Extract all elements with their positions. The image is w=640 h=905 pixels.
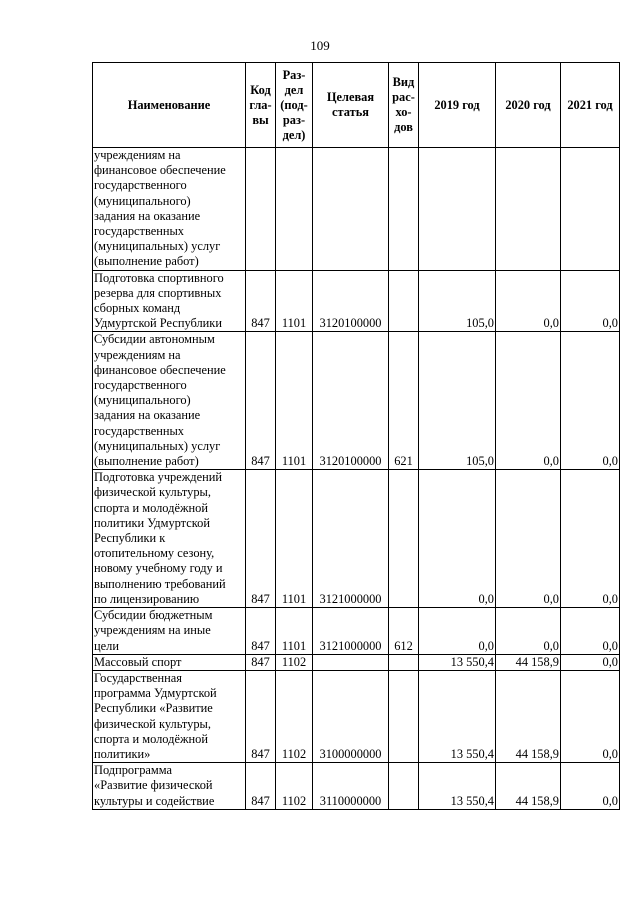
cell-vid bbox=[389, 148, 419, 271]
cell-razdel: 1101 bbox=[276, 470, 313, 608]
cell-razdel: 1101 bbox=[276, 332, 313, 470]
cell-vid: 621 bbox=[389, 332, 419, 470]
cell-razdel: 1102 bbox=[276, 654, 313, 670]
cell-2021: 0,0 bbox=[561, 670, 620, 762]
cell-vid bbox=[389, 270, 419, 332]
header-2021 bbox=[561, 63, 620, 148]
cell-2021 bbox=[561, 148, 620, 271]
header-row bbox=[93, 63, 620, 148]
cell-vid bbox=[389, 470, 419, 608]
cell-2021: 0,0 bbox=[561, 332, 620, 470]
cell-csr bbox=[313, 654, 389, 670]
table-row bbox=[93, 332, 620, 470]
cell-vid bbox=[389, 763, 419, 810]
cell-code: 847 bbox=[246, 763, 276, 810]
header-name-label: Наименование bbox=[127, 97, 211, 112]
cell-code bbox=[246, 148, 276, 271]
table-row bbox=[93, 470, 620, 608]
cell-2019: 13 550,4 bbox=[419, 763, 496, 810]
cell-code: 847 bbox=[246, 670, 276, 762]
cell-razdel: 1101 bbox=[276, 270, 313, 332]
cell-2021: 0,0 bbox=[561, 763, 620, 810]
cell-code: 847 bbox=[246, 270, 276, 332]
cell-code: 847 bbox=[246, 332, 276, 470]
cell-name: Субсидии бюджетным учреждениям на иные цели bbox=[93, 608, 246, 655]
cell-2019 bbox=[419, 148, 496, 271]
cell-2020: 0,0 bbox=[496, 270, 561, 332]
header-razdel bbox=[276, 63, 313, 148]
cell-razdel: 1102 bbox=[276, 763, 313, 810]
header-name bbox=[93, 63, 246, 148]
cell-2019: 0,0 bbox=[419, 608, 496, 655]
header-vid bbox=[389, 63, 419, 148]
cell-code: 847 bbox=[246, 608, 276, 655]
cell-csr: 3120100000 bbox=[313, 270, 389, 332]
header-2020-label: 2020 год bbox=[505, 97, 551, 112]
cell-csr: 3121000000 bbox=[313, 470, 389, 608]
cell-2021: 0,0 bbox=[561, 654, 620, 670]
table-row bbox=[93, 270, 620, 332]
cell-code: 847 bbox=[246, 470, 276, 608]
cell-2019: 13 550,4 bbox=[419, 654, 496, 670]
cell-2020: 0,0 bbox=[496, 332, 561, 470]
cell-name: Государственная программа Удмуртской Республики «Развитие физической культуры, спорта и молодёжной политики» bbox=[93, 670, 246, 762]
cell-2020: 44 158,9 bbox=[496, 763, 561, 810]
cell-name: Подготовка спортивного резерва для спортивных сборных команд Удмуртской Республики bbox=[93, 270, 246, 332]
table-row bbox=[93, 608, 620, 655]
cell-2020: 44 158,9 bbox=[496, 670, 561, 762]
cell-name: Массовый спорт bbox=[93, 654, 246, 670]
cell-2019: 0,0 bbox=[419, 470, 496, 608]
table-row bbox=[93, 148, 620, 271]
header-2021-label: 2021 год bbox=[567, 97, 613, 112]
header-code-label: Код гла- вы bbox=[249, 82, 272, 127]
cell-name: учреждениям на финансовое обеспечение государственного (муниципального) задания на оказание государственных (муниципальных) услуг (выполнение работ) bbox=[93, 148, 246, 271]
cell-2021: 0,0 bbox=[561, 470, 620, 608]
cell-csr: 3121000000 bbox=[313, 608, 389, 655]
table-row bbox=[93, 763, 620, 810]
cell-csr: 3110000000 bbox=[313, 763, 389, 810]
header-csr-label: Целевая статья bbox=[326, 90, 375, 119]
cell-razdel bbox=[276, 148, 313, 271]
table-row bbox=[93, 670, 620, 762]
cell-2021: 0,0 bbox=[561, 608, 620, 655]
header-2019 bbox=[419, 63, 496, 148]
cell-code: 847 bbox=[246, 654, 276, 670]
cell-name: Подпрограмма «Развитие физической культуры и содействие bbox=[93, 763, 246, 810]
cell-vid: 612 bbox=[389, 608, 419, 655]
cell-razdel: 1101 bbox=[276, 608, 313, 655]
cell-vid bbox=[389, 654, 419, 670]
cell-2021: 0,0 bbox=[561, 270, 620, 332]
page-number: 109 bbox=[310, 38, 330, 53]
header-csr bbox=[313, 63, 389, 148]
cell-csr: 3120100000 bbox=[313, 332, 389, 470]
cell-2019: 105,0 bbox=[419, 270, 496, 332]
table-body bbox=[93, 148, 620, 810]
budget-table bbox=[92, 62, 620, 810]
table-header bbox=[93, 63, 620, 148]
header-vid-label: Вид рас- хо- дов bbox=[392, 75, 415, 134]
table-row bbox=[93, 654, 620, 670]
cell-2020: 44 158,9 bbox=[496, 654, 561, 670]
cell-csr: 3100000000 bbox=[313, 670, 389, 762]
cell-name: Подготовка учреждений физической культуры, спорта и молодёжной политики Удмуртской Республики к отопительному сезону, новому учебному году и выполнению требований по лицензированию bbox=[93, 470, 246, 608]
header-2019-label: 2019 год bbox=[434, 97, 480, 112]
cell-2019: 105,0 bbox=[419, 332, 496, 470]
header-razdel-label: Раз- дел (под- раз- дел) bbox=[280, 67, 308, 142]
cell-2020: 0,0 bbox=[496, 608, 561, 655]
cell-csr bbox=[313, 148, 389, 271]
cell-2020 bbox=[496, 148, 561, 271]
cell-2020: 0,0 bbox=[496, 470, 561, 608]
cell-vid bbox=[389, 670, 419, 762]
header-2020 bbox=[496, 63, 561, 148]
header-code bbox=[246, 63, 276, 148]
cell-name: Субсидии автономным учреждениям на финансовое обеспечение государственного (муниципального) задания на оказание государственных (муниципальных) услуг (выполнение работ) bbox=[93, 332, 246, 470]
cell-2019: 13 550,4 bbox=[419, 670, 496, 762]
cell-razdel: 1102 bbox=[276, 670, 313, 762]
